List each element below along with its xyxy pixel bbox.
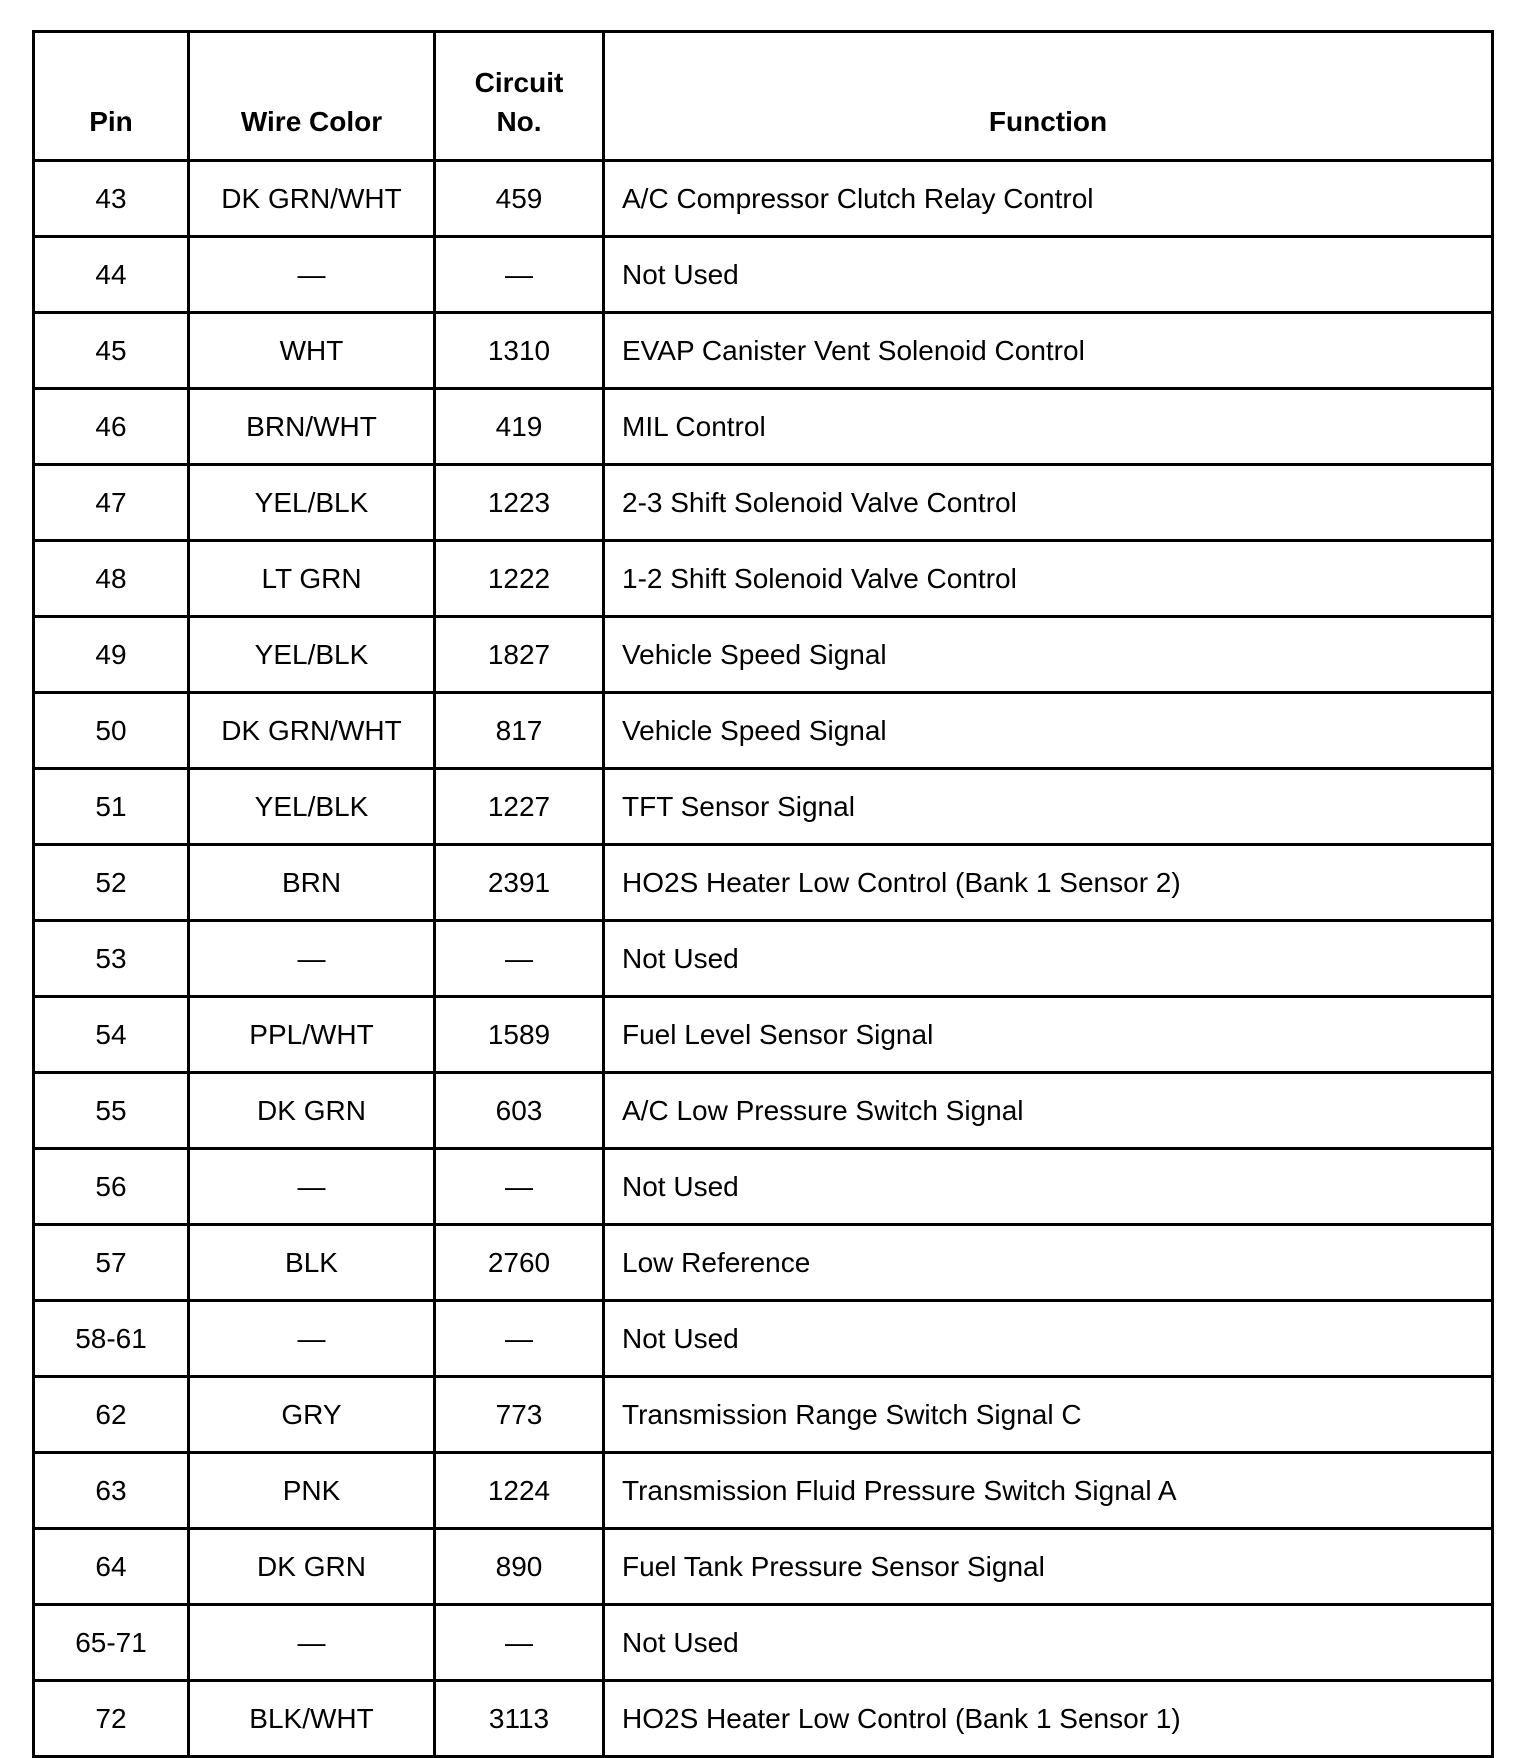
header-circuit-no (435, 32, 604, 161)
cell-wire-color: WHT (189, 313, 435, 389)
cell-pin: 72 (34, 1681, 189, 1757)
cell-function: Not Used (604, 921, 1493, 997)
cell-wire-color: PNK (189, 1453, 435, 1529)
cell-circuit-no: 890 (435, 1529, 604, 1605)
header-circuit-line2: No. (496, 106, 542, 137)
cell-function: Vehicle Speed Signal (604, 693, 1493, 769)
table-row (34, 1149, 1493, 1225)
table-row (34, 1681, 1493, 1757)
cell-function: Transmission Range Switch Signal C (604, 1377, 1493, 1453)
cell-wire-color: GRY (189, 1377, 435, 1453)
cell-function: Not Used (604, 1301, 1493, 1377)
table-row (34, 1605, 1493, 1681)
cell-function: A/C Low Pressure Switch Signal (604, 1073, 1493, 1149)
cell-wire-color: DK GRN (189, 1529, 435, 1605)
cell-circuit-no: 603 (435, 1073, 604, 1149)
table-body (34, 161, 1493, 1757)
table-row (34, 617, 1493, 693)
cell-circuit-no: — (435, 1605, 604, 1681)
table-row (34, 465, 1493, 541)
cell-wire-color: BRN (189, 845, 435, 921)
cell-function: Fuel Tank Pressure Sensor Signal (604, 1529, 1493, 1605)
table-row (34, 313, 1493, 389)
cell-circuit-no: — (435, 1149, 604, 1225)
cell-function: Not Used (604, 1605, 1493, 1681)
cell-circuit-no: 1589 (435, 997, 604, 1073)
cell-wire-color: PPL/WHT (189, 997, 435, 1073)
cell-wire-color: DK GRN/WHT (189, 161, 435, 237)
cell-wire-color: DK GRN (189, 1073, 435, 1149)
cell-circuit-no: — (435, 237, 604, 313)
cell-circuit-no: 1223 (435, 465, 604, 541)
cell-pin: 53 (34, 921, 189, 997)
header-row (34, 32, 1493, 161)
cell-wire-color: BLK (189, 1225, 435, 1301)
table-row (34, 1073, 1493, 1149)
cell-pin: 54 (34, 997, 189, 1073)
table-header (34, 32, 1493, 161)
cell-wire-color: BLK/WHT (189, 1681, 435, 1757)
cell-pin: 50 (34, 693, 189, 769)
table-row (34, 541, 1493, 617)
header-pin: Pin (34, 32, 189, 161)
cell-function: A/C Compressor Clutch Relay Control (604, 161, 1493, 237)
cell-circuit-no: 1827 (435, 617, 604, 693)
cell-wire-color: YEL/BLK (189, 465, 435, 541)
cell-pin: 55 (34, 1073, 189, 1149)
cell-pin: 48 (34, 541, 189, 617)
cell-pin: 44 (34, 237, 189, 313)
cell-circuit-no: 773 (435, 1377, 604, 1453)
table-row (34, 161, 1493, 237)
table-row (34, 845, 1493, 921)
cell-pin: 45 (34, 313, 189, 389)
table-row (34, 1225, 1493, 1301)
cell-pin: 57 (34, 1225, 189, 1301)
cell-wire-color: DK GRN/WHT (189, 693, 435, 769)
cell-circuit-no: 3113 (435, 1681, 604, 1757)
cell-pin: 47 (34, 465, 189, 541)
cell-function: 1-2 Shift Solenoid Valve Control (604, 541, 1493, 617)
cell-function: MIL Control (604, 389, 1493, 465)
cell-function: HO2S Heater Low Control (Bank 1 Sensor 1) (604, 1681, 1493, 1757)
cell-pin: 43 (34, 161, 189, 237)
table-row (34, 921, 1493, 997)
table-row (34, 693, 1493, 769)
cell-circuit-no: 817 (435, 693, 604, 769)
cell-function: Transmission Fluid Pressure Switch Signal A (604, 1453, 1493, 1529)
header-wire-color: Wire Color (189, 32, 435, 161)
cell-wire-color: BRN/WHT (189, 389, 435, 465)
cell-pin: 51 (34, 769, 189, 845)
cell-function: Not Used (604, 1149, 1493, 1225)
table-row (34, 1377, 1493, 1453)
cell-circuit-no: — (435, 921, 604, 997)
cell-function: HO2S Heater Low Control (Bank 1 Sensor 2) (604, 845, 1493, 921)
cell-wire-color: — (189, 921, 435, 997)
cell-circuit-no: — (435, 1301, 604, 1377)
cell-function: Fuel Level Sensor Signal (604, 997, 1493, 1073)
cell-pin: 65-71 (34, 1605, 189, 1681)
cell-pin: 52 (34, 845, 189, 921)
cell-circuit-no: 1224 (435, 1453, 604, 1529)
cell-wire-color: YEL/BLK (189, 769, 435, 845)
cell-pin: 49 (34, 617, 189, 693)
cell-pin: 58-61 (34, 1301, 189, 1377)
cell-function: Vehicle Speed Signal (604, 617, 1493, 693)
table-row (34, 1453, 1493, 1529)
cell-function: TFT Sensor Signal (604, 769, 1493, 845)
table-row (34, 237, 1493, 313)
table-row (34, 1529, 1493, 1605)
cell-pin: 56 (34, 1149, 189, 1225)
table-row (34, 769, 1493, 845)
cell-wire-color: LT GRN (189, 541, 435, 617)
cell-circuit-no: 419 (435, 389, 604, 465)
cell-wire-color: — (189, 1605, 435, 1681)
cell-circuit-no: 1227 (435, 769, 604, 845)
cell-circuit-no: 1310 (435, 313, 604, 389)
cell-wire-color: — (189, 1301, 435, 1377)
cell-wire-color: — (189, 237, 435, 313)
table-row (34, 1301, 1493, 1377)
cell-wire-color: YEL/BLK (189, 617, 435, 693)
cell-function: EVAP Canister Vent Solenoid Control (604, 313, 1493, 389)
cell-pin: 63 (34, 1453, 189, 1529)
cell-function: Not Used (604, 237, 1493, 313)
cell-circuit-no: 459 (435, 161, 604, 237)
cell-wire-color: — (189, 1149, 435, 1225)
header-circuit-line1: Circuit (474, 67, 564, 98)
cell-circuit-no: 2391 (435, 845, 604, 921)
cell-function: 2-3 Shift Solenoid Valve Control (604, 465, 1493, 541)
cell-circuit-no: 1222 (435, 541, 604, 617)
cell-circuit-no: 2760 (435, 1225, 604, 1301)
cell-pin: 62 (34, 1377, 189, 1453)
table-row (34, 389, 1493, 465)
header-function: Function (604, 32, 1493, 161)
cell-function: Low Reference (604, 1225, 1493, 1301)
table-row (34, 997, 1493, 1073)
connector-pinout-table (32, 30, 1494, 1758)
cell-pin: 64 (34, 1529, 189, 1605)
cell-pin: 46 (34, 389, 189, 465)
